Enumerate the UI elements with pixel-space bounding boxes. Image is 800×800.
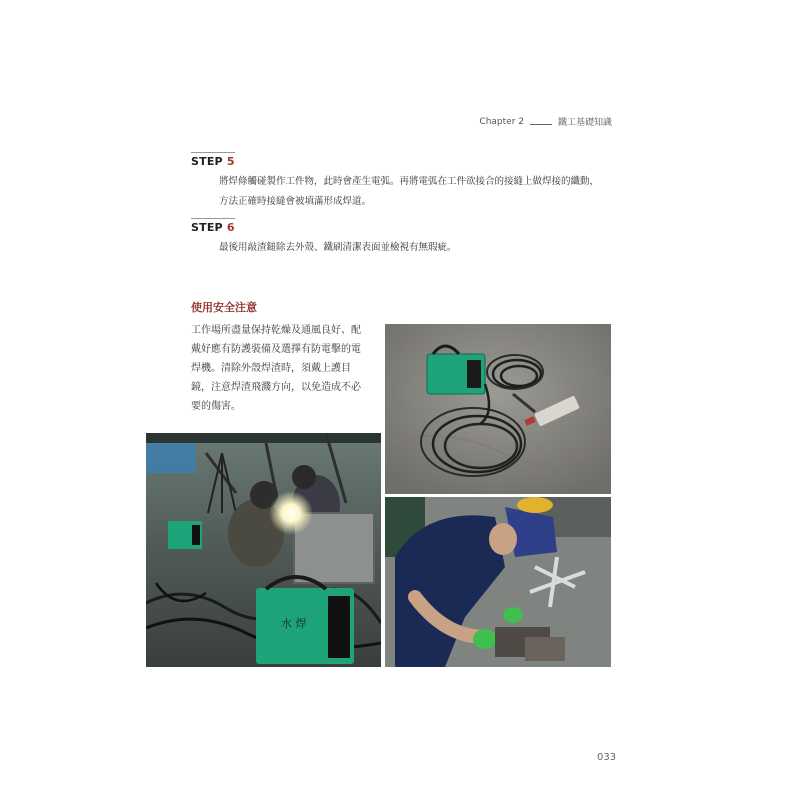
step-6-prefix: STEP (191, 221, 223, 234)
step-5-line-1: 將焊條觸碰製作工件物，此時會產生電弧。再將電弧在工件欲接合的接縫上做焊接的纖動， (219, 176, 600, 187)
chapter-title: 鐵工基礎知識 (557, 118, 612, 128)
step-5-prefix: STEP (191, 155, 223, 168)
step-6-text (219, 238, 619, 258)
photo-worker-face-shield (385, 497, 611, 667)
step-5-heading (191, 152, 235, 168)
photo-workshop-welding (146, 433, 381, 667)
chapter-label: Chapter 2 (479, 116, 524, 127)
step-5-number: 5 (226, 155, 235, 168)
page-number: 033 (597, 752, 617, 763)
step-6-number: 6 (226, 221, 235, 234)
chapter-header (479, 115, 612, 128)
header-rule (530, 118, 552, 125)
welder-machine-label: 水 焊 (281, 617, 307, 630)
step-6-heading (191, 218, 235, 234)
photo-welder-equipment (385, 324, 611, 494)
step-6-line-1: 最後用敲渣鎚除去外殼、鐵刷清潔表面並檢視有無瑕疵。 (219, 242, 457, 253)
safety-title: 使用安全注意 (191, 301, 257, 314)
step-5-line-2: 方法正確時接縫會被填滿形成焊道。 (219, 196, 372, 207)
step-5-text (219, 172, 619, 212)
safety-text: 工作場所盡量保持乾燥及通風良好、配戴好應有防護裝備及選擇有防電擊的電焊機。清除外殼焊渣時，須戴上護目鏡，注意焊渣飛濺方向，以免造成不必要的傷害。 (191, 325, 361, 412)
